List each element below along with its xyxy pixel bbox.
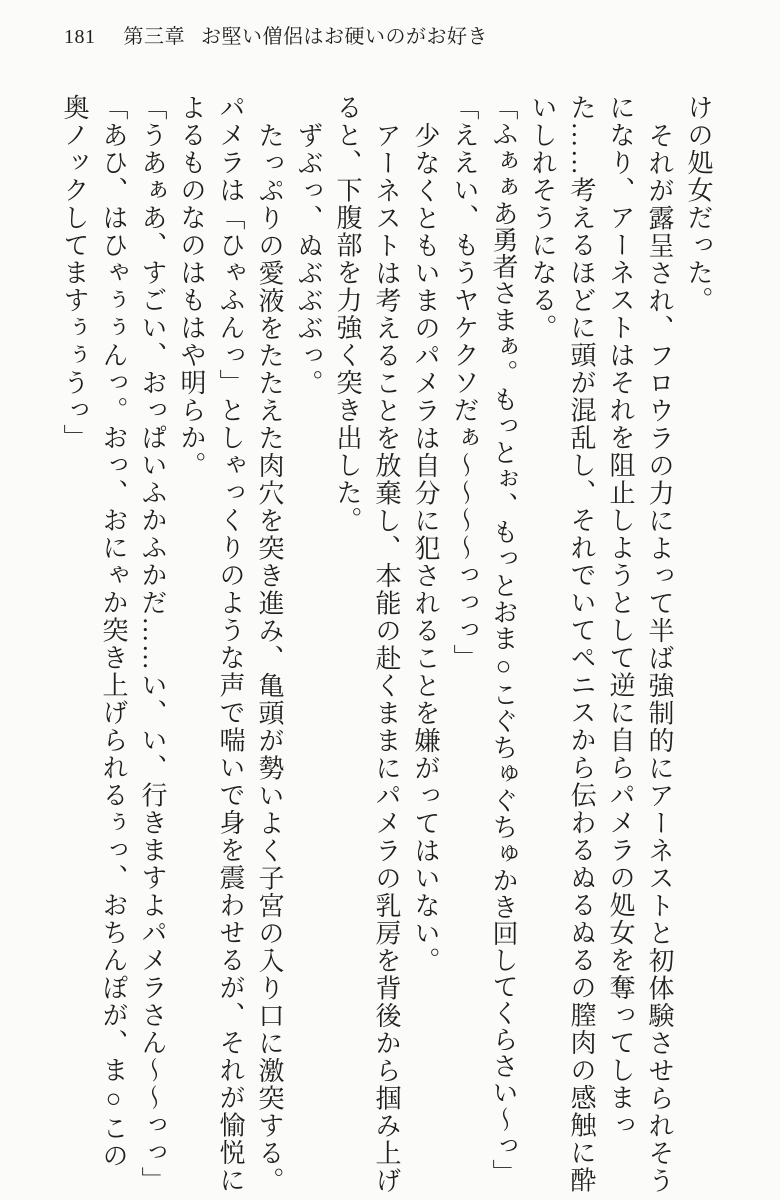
chapter-title: お堅い僧侶はお硬いのがお好き xyxy=(201,26,488,48)
paragraph: それが露呈され、フロウラの力によって半ば強制的にアーネストと初体験させられそうになり、アーネストはそれを阻止しようとして逆に自らパメラの処女を奪ってしまった……考えるほどに頭が混乱し、それでいてペニスから伝わるぬるぬるの膣肉の感触に酔いしれそうになる。 xyxy=(528,94,674,1194)
paragraph: 少なくともいまのパメラは自分に犯されることを嫌がってはいない。 xyxy=(411,121,440,974)
paragraph: パメラは「ひゃふんっ」としゃっくりのような声で喘いで身を震わせるが、それが愉悦によるものなのはもはや明らか。 xyxy=(177,94,245,1194)
paragraph: けの処女だった。 xyxy=(684,94,713,314)
paragraph: 「うあぁあ、すごい、おっぱいふかふかだ……い、い、行きますよパメラさん〜〜っっ」 xyxy=(138,94,167,1194)
paragraph: たっぷりの愛液をたたえた肉穴を突き進み、亀頭が勢いよく子宮の入り口に激突する。 xyxy=(255,121,284,1194)
paragraph: 「ふぁぁあ勇者さまぁ。もっとぉ、もっとおま○こぐちゅぐちゅかき回してくらさい〜っ」 xyxy=(489,94,518,1186)
page-number: 181 xyxy=(64,26,96,48)
paragraph: 「あひ、はひゃぅぅんっ。おっ、おにゃか突き上げられるぅっ、おちんぽが、ま○この奥ノックしてますぅぅうっ」 xyxy=(60,94,128,1170)
page-header xyxy=(64,20,488,49)
paragraph: 「ええい、もうヤケクソだぁ〜〜〜〜っっっ」 xyxy=(450,94,479,672)
chapter-number: 第三章 xyxy=(123,26,185,48)
paragraph: ずぶっ、ぬぶぶぶっ。 xyxy=(294,121,323,397)
text-body xyxy=(38,94,718,1196)
paragraph: アーネストは考えることを放棄し、本能の赴くままにパメラの乳房を背後から掴み上げると、下腹部を力強く突き出した。 xyxy=(333,94,401,1194)
